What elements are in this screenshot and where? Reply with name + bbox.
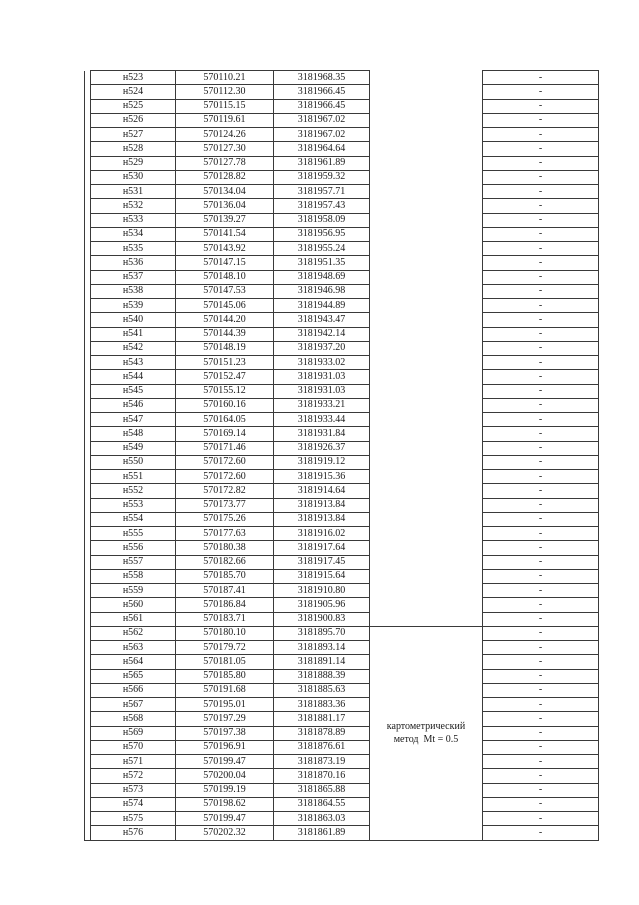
x-coordinate-cell: 570128.82 bbox=[176, 170, 274, 184]
point-id-cell: н552 bbox=[91, 484, 176, 498]
point-id-cell: н527 bbox=[91, 128, 176, 142]
description-cell: - bbox=[483, 626, 599, 640]
table-row bbox=[85, 370, 599, 384]
table-row bbox=[85, 555, 599, 569]
x-coordinate-cell: 570177.63 bbox=[176, 527, 274, 541]
table-row bbox=[85, 826, 599, 840]
point-id-cell: н560 bbox=[91, 598, 176, 612]
point-id-cell: н528 bbox=[91, 142, 176, 156]
description-cell: - bbox=[483, 740, 599, 754]
point-id-cell: н576 bbox=[91, 826, 176, 840]
description-cell: - bbox=[483, 341, 599, 355]
y-coordinate-cell: 3181861.89 bbox=[274, 826, 370, 840]
x-coordinate-cell: 570198.62 bbox=[176, 797, 274, 811]
y-coordinate-cell: 3181931.84 bbox=[274, 427, 370, 441]
table-row bbox=[85, 512, 599, 526]
x-coordinate-cell: 570148.10 bbox=[176, 270, 274, 284]
x-coordinate-cell: 570195.01 bbox=[176, 698, 274, 712]
description-cell: - bbox=[483, 284, 599, 298]
y-coordinate-cell: 3181915.36 bbox=[274, 470, 370, 484]
x-coordinate-cell: 570145.06 bbox=[176, 299, 274, 313]
table-row bbox=[85, 299, 599, 313]
table-row bbox=[85, 726, 599, 740]
y-coordinate-cell: 3181944.89 bbox=[274, 299, 370, 313]
y-coordinate-cell: 3181959.32 bbox=[274, 170, 370, 184]
y-coordinate-cell: 3181913.84 bbox=[274, 512, 370, 526]
y-coordinate-cell: 3181863.03 bbox=[274, 812, 370, 826]
description-cell: - bbox=[483, 370, 599, 384]
x-coordinate-cell: 570185.70 bbox=[176, 569, 274, 583]
point-id-cell: н531 bbox=[91, 185, 176, 199]
table-row bbox=[85, 199, 599, 213]
description-cell: - bbox=[483, 812, 599, 826]
point-id-cell: н572 bbox=[91, 769, 176, 783]
table-row bbox=[85, 227, 599, 241]
point-id-cell: н539 bbox=[91, 299, 176, 313]
table-row bbox=[85, 470, 599, 484]
y-coordinate-cell: 3181916.02 bbox=[274, 527, 370, 541]
table-row bbox=[85, 569, 599, 583]
point-id-cell: н573 bbox=[91, 783, 176, 797]
x-coordinate-cell: 570172.60 bbox=[176, 470, 274, 484]
point-id-cell: н551 bbox=[91, 470, 176, 484]
x-coordinate-cell: 570180.10 bbox=[176, 626, 274, 640]
description-cell: - bbox=[483, 85, 599, 99]
description-cell: - bbox=[483, 527, 599, 541]
y-coordinate-cell: 3181943.47 bbox=[274, 313, 370, 327]
x-coordinate-cell: 570119.61 bbox=[176, 113, 274, 127]
x-coordinate-cell: 570180.38 bbox=[176, 541, 274, 555]
table-row bbox=[85, 213, 599, 227]
x-coordinate-cell: 570197.38 bbox=[176, 726, 274, 740]
x-coordinate-cell: 570185.80 bbox=[176, 669, 274, 683]
x-coordinate-cell: 570169.14 bbox=[176, 427, 274, 441]
point-id-cell: н557 bbox=[91, 555, 176, 569]
point-id-cell: н561 bbox=[91, 612, 176, 626]
description-cell: - bbox=[483, 313, 599, 327]
point-id-cell: н545 bbox=[91, 384, 176, 398]
point-id-cell: н534 bbox=[91, 227, 176, 241]
y-coordinate-cell: 3181919.12 bbox=[274, 455, 370, 469]
description-cell: - bbox=[483, 384, 599, 398]
table-row bbox=[85, 341, 599, 355]
description-cell: - bbox=[483, 213, 599, 227]
table-row bbox=[85, 356, 599, 370]
description-cell: - bbox=[483, 641, 599, 655]
x-coordinate-cell: 570155.12 bbox=[176, 384, 274, 398]
description-cell: - bbox=[483, 99, 599, 113]
table-row bbox=[85, 99, 599, 113]
table-row bbox=[85, 128, 599, 142]
x-coordinate-cell: 570202.32 bbox=[176, 826, 274, 840]
table-row bbox=[85, 669, 599, 683]
table-row bbox=[85, 484, 599, 498]
description-cell: - bbox=[483, 256, 599, 270]
description-cell: - bbox=[483, 655, 599, 669]
point-id-cell: н546 bbox=[91, 398, 176, 412]
y-coordinate-cell: 3181900.83 bbox=[274, 612, 370, 626]
table-row bbox=[85, 755, 599, 769]
point-id-cell: н532 bbox=[91, 199, 176, 213]
description-cell: - bbox=[483, 484, 599, 498]
method-cell bbox=[370, 626, 483, 840]
y-coordinate-cell: 3181895.70 bbox=[274, 626, 370, 640]
table-row bbox=[85, 427, 599, 441]
x-coordinate-cell: 570164.05 bbox=[176, 413, 274, 427]
x-coordinate-cell: 570147.15 bbox=[176, 256, 274, 270]
x-coordinate-cell: 570143.92 bbox=[176, 242, 274, 256]
x-coordinate-cell: 570110.21 bbox=[176, 71, 274, 85]
x-coordinate-cell: 570141.54 bbox=[176, 227, 274, 241]
table-row bbox=[85, 313, 599, 327]
x-coordinate-cell: 570172.82 bbox=[176, 484, 274, 498]
y-coordinate-cell: 3181933.21 bbox=[274, 398, 370, 412]
description-cell: - bbox=[483, 569, 599, 583]
table-row bbox=[85, 156, 599, 170]
description-cell: - bbox=[483, 427, 599, 441]
y-coordinate-cell: 3181883.36 bbox=[274, 698, 370, 712]
x-coordinate-cell: 570115.15 bbox=[176, 99, 274, 113]
x-coordinate-cell: 570199.47 bbox=[176, 755, 274, 769]
x-coordinate-cell: 570127.78 bbox=[176, 156, 274, 170]
description-cell: - bbox=[483, 398, 599, 412]
x-coordinate-cell: 570181.05 bbox=[176, 655, 274, 669]
table-row bbox=[85, 256, 599, 270]
table-row bbox=[85, 812, 599, 826]
table-row bbox=[85, 783, 599, 797]
table-row bbox=[85, 797, 599, 811]
x-coordinate-cell: 570199.47 bbox=[176, 812, 274, 826]
table-row bbox=[85, 683, 599, 697]
y-coordinate-cell: 3181876.61 bbox=[274, 740, 370, 754]
description-cell: - bbox=[483, 227, 599, 241]
description-cell: - bbox=[483, 356, 599, 370]
y-coordinate-cell: 3181914.64 bbox=[274, 484, 370, 498]
y-coordinate-cell: 3181864.55 bbox=[274, 797, 370, 811]
table-row bbox=[85, 284, 599, 298]
x-coordinate-cell: 570151.23 bbox=[176, 356, 274, 370]
description-cell: - bbox=[483, 541, 599, 555]
point-id-cell: н548 bbox=[91, 427, 176, 441]
point-id-cell: н568 bbox=[91, 712, 176, 726]
description-cell: - bbox=[483, 242, 599, 256]
point-id-cell: н523 bbox=[91, 71, 176, 85]
y-coordinate-cell: 3181891.14 bbox=[274, 655, 370, 669]
description-cell: - bbox=[483, 441, 599, 455]
x-coordinate-cell: 570183.71 bbox=[176, 612, 274, 626]
description-cell: - bbox=[483, 797, 599, 811]
y-coordinate-cell: 3181957.71 bbox=[274, 185, 370, 199]
table-row bbox=[85, 185, 599, 199]
x-coordinate-cell: 570182.66 bbox=[176, 555, 274, 569]
description-cell: - bbox=[483, 128, 599, 142]
y-coordinate-cell: 3181957.43 bbox=[274, 199, 370, 213]
description-cell: - bbox=[483, 199, 599, 213]
point-id-cell: н533 bbox=[91, 213, 176, 227]
table-row bbox=[85, 384, 599, 398]
y-coordinate-cell: 3181917.45 bbox=[274, 555, 370, 569]
x-coordinate-cell: 570191.68 bbox=[176, 683, 274, 697]
point-id-cell: н550 bbox=[91, 455, 176, 469]
y-coordinate-cell: 3181873.19 bbox=[274, 755, 370, 769]
x-coordinate-cell: 570175.26 bbox=[176, 512, 274, 526]
table-row bbox=[85, 626, 599, 640]
point-id-cell: н549 bbox=[91, 441, 176, 455]
x-coordinate-cell: 570152.47 bbox=[176, 370, 274, 384]
point-id-cell: н565 bbox=[91, 669, 176, 683]
description-cell: - bbox=[483, 584, 599, 598]
description-cell: - bbox=[483, 598, 599, 612]
description-cell: - bbox=[483, 498, 599, 512]
description-cell: - bbox=[483, 185, 599, 199]
method-accuracy: метод Mt = 0.5 bbox=[393, 734, 459, 746]
x-coordinate-cell: 570124.26 bbox=[176, 128, 274, 142]
point-id-cell: н570 bbox=[91, 740, 176, 754]
method-name: картометрический bbox=[386, 721, 466, 733]
x-coordinate-cell: 570144.20 bbox=[176, 313, 274, 327]
y-coordinate-cell: 3181917.64 bbox=[274, 541, 370, 555]
y-coordinate-cell: 3181937.20 bbox=[274, 341, 370, 355]
description-cell: - bbox=[483, 555, 599, 569]
point-id-cell: н540 bbox=[91, 313, 176, 327]
table-row bbox=[85, 712, 599, 726]
point-id-cell: н564 bbox=[91, 655, 176, 669]
point-id-cell: н525 bbox=[91, 99, 176, 113]
description-cell: - bbox=[483, 71, 599, 85]
y-coordinate-cell: 3181931.03 bbox=[274, 384, 370, 398]
x-coordinate-cell: 570171.46 bbox=[176, 441, 274, 455]
y-coordinate-cell: 3181942.14 bbox=[274, 327, 370, 341]
y-coordinate-cell: 3181881.17 bbox=[274, 712, 370, 726]
point-id-cell: н544 bbox=[91, 370, 176, 384]
y-coordinate-cell: 3181878.89 bbox=[274, 726, 370, 740]
table-row bbox=[85, 769, 599, 783]
y-coordinate-cell: 3181966.45 bbox=[274, 99, 370, 113]
point-id-cell: н524 bbox=[91, 85, 176, 99]
y-coordinate-cell: 3181966.45 bbox=[274, 85, 370, 99]
y-coordinate-cell: 3181946.98 bbox=[274, 284, 370, 298]
y-coordinate-cell: 3181951.35 bbox=[274, 256, 370, 270]
point-id-cell: н569 bbox=[91, 726, 176, 740]
table-row bbox=[85, 498, 599, 512]
point-id-cell: н556 bbox=[91, 541, 176, 555]
point-id-cell: н553 bbox=[91, 498, 176, 512]
description-cell: - bbox=[483, 299, 599, 313]
description-cell: - bbox=[483, 327, 599, 341]
y-coordinate-cell: 3181955.24 bbox=[274, 242, 370, 256]
method-cell-empty bbox=[370, 71, 483, 627]
y-coordinate-cell: 3181961.89 bbox=[274, 156, 370, 170]
point-id-cell: н543 bbox=[91, 356, 176, 370]
x-coordinate-cell: 570173.77 bbox=[176, 498, 274, 512]
table-row bbox=[85, 455, 599, 469]
description-cell: - bbox=[483, 512, 599, 526]
point-id-cell: н536 bbox=[91, 256, 176, 270]
y-coordinate-cell: 3181931.03 bbox=[274, 370, 370, 384]
table-row bbox=[85, 584, 599, 598]
point-id-cell: н529 bbox=[91, 156, 176, 170]
y-coordinate-cell: 3181948.69 bbox=[274, 270, 370, 284]
point-id-cell: н538 bbox=[91, 284, 176, 298]
y-coordinate-cell: 3181956.95 bbox=[274, 227, 370, 241]
point-id-cell: н541 bbox=[91, 327, 176, 341]
description-cell: - bbox=[483, 612, 599, 626]
x-coordinate-cell: 570134.04 bbox=[176, 185, 274, 199]
x-coordinate-cell: 570144.39 bbox=[176, 327, 274, 341]
x-coordinate-cell: 570160.16 bbox=[176, 398, 274, 412]
point-id-cell: н571 bbox=[91, 755, 176, 769]
table-row bbox=[85, 541, 599, 555]
y-coordinate-cell: 3181967.02 bbox=[274, 128, 370, 142]
table-row bbox=[85, 242, 599, 256]
table-row bbox=[85, 527, 599, 541]
description-cell: - bbox=[483, 113, 599, 127]
y-coordinate-cell: 3181964.64 bbox=[274, 142, 370, 156]
point-id-cell: н535 bbox=[91, 242, 176, 256]
point-id-cell: н559 bbox=[91, 584, 176, 598]
y-coordinate-cell: 3181958.09 bbox=[274, 213, 370, 227]
y-coordinate-cell: 3181933.02 bbox=[274, 356, 370, 370]
point-id-cell: н575 bbox=[91, 812, 176, 826]
description-cell: - bbox=[483, 783, 599, 797]
point-id-cell: н563 bbox=[91, 641, 176, 655]
y-coordinate-cell: 3181885.63 bbox=[274, 683, 370, 697]
point-id-cell: н566 bbox=[91, 683, 176, 697]
description-cell: - bbox=[483, 413, 599, 427]
y-coordinate-cell: 3181926.37 bbox=[274, 441, 370, 455]
y-coordinate-cell: 3181915.64 bbox=[274, 569, 370, 583]
table-row bbox=[85, 740, 599, 754]
x-coordinate-cell: 570172.60 bbox=[176, 455, 274, 469]
y-coordinate-cell: 3181893.14 bbox=[274, 641, 370, 655]
description-cell: - bbox=[483, 170, 599, 184]
table-row bbox=[85, 655, 599, 669]
y-coordinate-cell: 3181913.84 bbox=[274, 498, 370, 512]
description-cell: - bbox=[483, 726, 599, 740]
x-coordinate-cell: 570200.04 bbox=[176, 769, 274, 783]
point-id-cell: н526 bbox=[91, 113, 176, 127]
description-cell: - bbox=[483, 142, 599, 156]
y-coordinate-cell: 3181967.02 bbox=[274, 113, 370, 127]
x-coordinate-cell: 570197.29 bbox=[176, 712, 274, 726]
point-id-cell: н562 bbox=[91, 626, 176, 640]
y-coordinate-cell: 3181865.88 bbox=[274, 783, 370, 797]
y-coordinate-cell: 3181968.35 bbox=[274, 71, 370, 85]
point-id-cell: н542 bbox=[91, 341, 176, 355]
point-id-cell: н554 bbox=[91, 512, 176, 526]
table-row bbox=[85, 413, 599, 427]
table-row bbox=[85, 398, 599, 412]
description-cell: - bbox=[483, 826, 599, 840]
x-coordinate-cell: 570148.19 bbox=[176, 341, 274, 355]
table-row bbox=[85, 85, 599, 99]
table-row bbox=[85, 327, 599, 341]
table-row bbox=[85, 598, 599, 612]
point-id-cell: н574 bbox=[91, 797, 176, 811]
x-coordinate-cell: 570127.30 bbox=[176, 142, 274, 156]
point-id-cell: н530 bbox=[91, 170, 176, 184]
table-row bbox=[85, 698, 599, 712]
description-cell: - bbox=[483, 755, 599, 769]
point-id-cell: н558 bbox=[91, 569, 176, 583]
table-row bbox=[85, 441, 599, 455]
x-coordinate-cell: 570186.84 bbox=[176, 598, 274, 612]
x-coordinate-cell: 570112.30 bbox=[176, 85, 274, 99]
point-id-cell: н567 bbox=[91, 698, 176, 712]
x-coordinate-cell: 570196.91 bbox=[176, 740, 274, 754]
point-id-cell: н555 bbox=[91, 527, 176, 541]
description-cell: - bbox=[483, 712, 599, 726]
coordinates-table bbox=[84, 70, 599, 841]
table-row bbox=[85, 641, 599, 655]
description-cell: - bbox=[483, 270, 599, 284]
description-cell: - bbox=[483, 669, 599, 683]
x-coordinate-cell: 570147.53 bbox=[176, 284, 274, 298]
x-coordinate-cell: 570199.19 bbox=[176, 783, 274, 797]
x-coordinate-cell: 570187.41 bbox=[176, 584, 274, 598]
y-coordinate-cell: 3181910.80 bbox=[274, 584, 370, 598]
description-cell: - bbox=[483, 769, 599, 783]
point-id-cell: н547 bbox=[91, 413, 176, 427]
description-cell: - bbox=[483, 156, 599, 170]
description-cell: - bbox=[483, 683, 599, 697]
y-coordinate-cell: 3181905.96 bbox=[274, 598, 370, 612]
y-coordinate-cell: 3181888.39 bbox=[274, 669, 370, 683]
point-id-cell: н537 bbox=[91, 270, 176, 284]
table-row bbox=[85, 142, 599, 156]
description-cell: - bbox=[483, 698, 599, 712]
x-coordinate-cell: 570179.72 bbox=[176, 641, 274, 655]
table-row bbox=[85, 612, 599, 626]
table-row bbox=[85, 270, 599, 284]
table-row bbox=[85, 170, 599, 184]
y-coordinate-cell: 3181933.44 bbox=[274, 413, 370, 427]
y-coordinate-cell: 3181870.16 bbox=[274, 769, 370, 783]
table-row bbox=[85, 113, 599, 127]
description-cell: - bbox=[483, 455, 599, 469]
x-coordinate-cell: 570139.27 bbox=[176, 213, 274, 227]
description-cell: - bbox=[483, 470, 599, 484]
table-row bbox=[85, 71, 599, 85]
x-coordinate-cell: 570136.04 bbox=[176, 199, 274, 213]
